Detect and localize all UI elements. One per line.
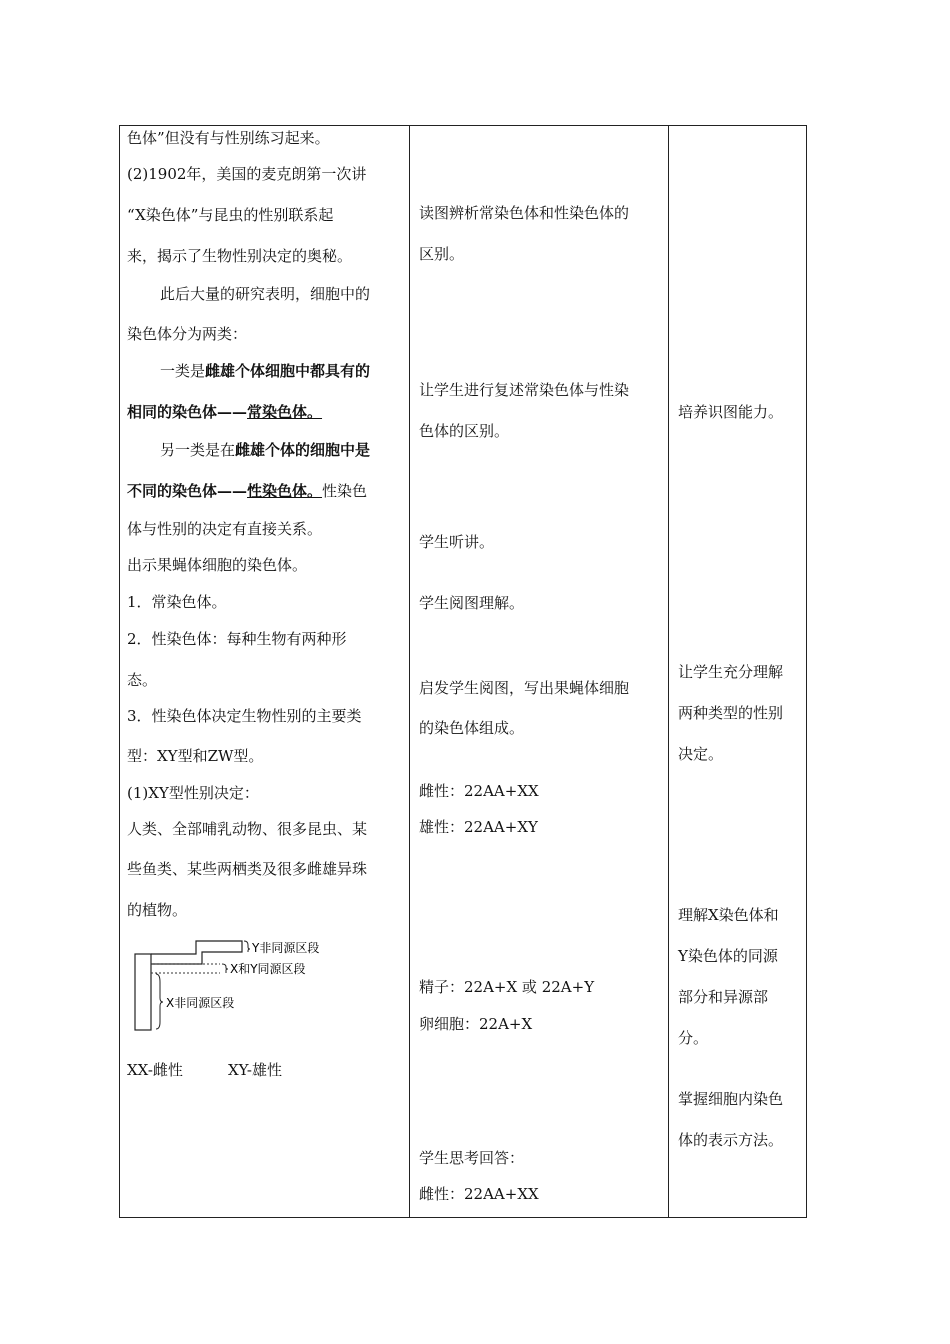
text-line: 区别。: [419, 245, 465, 263]
text-line: 色体的区别。: [419, 422, 510, 440]
text-line: 学生思考回答：: [419, 1149, 525, 1167]
text-line: 理解X染色体和: [678, 906, 779, 924]
label-xy-homologous: X和Y同源区段: [230, 962, 306, 976]
text-line: 染色体分为两类：: [127, 325, 248, 343]
text-line: 雄性：22AA+XY: [419, 818, 538, 836]
column-divider: [409, 126, 410, 1217]
text-line: 分。: [678, 1029, 709, 1047]
text-line: 型：XY型和ZW型。: [127, 747, 264, 765]
text-line: 些鱼类、某些两栖类及很多雌雄异珠: [127, 860, 368, 878]
text-line: 不同的染色体——性染色体。性染色: [127, 482, 368, 500]
lesson-table: [119, 125, 807, 1218]
brace-y-segment: [244, 941, 250, 952]
text-line: 一类是雌雄个体细胞中都具有的: [160, 362, 371, 380]
text-line: 卵细胞：22A+X: [419, 1015, 533, 1033]
text-line: 1．常染色体。: [127, 593, 227, 611]
text-line: 两种类型的性别: [678, 704, 784, 722]
column-divider: [668, 126, 669, 1217]
text-line: 学生阅图理解。: [419, 594, 525, 612]
label-y-nonhomologous: Y非同源区段: [252, 941, 320, 955]
text-line: 读图辨析常染色体和性染色体的: [419, 204, 630, 222]
text-line: 让学生进行复述常染色体与性染: [419, 381, 630, 399]
brace-xy-segment: [222, 964, 228, 973]
text-line: 出示果蝇体细胞的染色体。: [127, 556, 308, 574]
text-line: 决定。: [678, 745, 724, 763]
text-line: 精子：22A+X 或 22A+Y: [419, 978, 595, 996]
text-line: 体的表示方法。: [678, 1131, 784, 1149]
text-line: 体与性别的决定有直接关系。: [127, 520, 323, 538]
text-line: 3．性染色体决定生物性别的主要类: [127, 707, 362, 725]
text-xy-male: XY-雄性: [228, 1061, 283, 1079]
xy-chromosome-diagram: [132, 934, 347, 1034]
brace-x-segment: [156, 974, 163, 1029]
text-line: 另一类是在雌雄个体的细胞中是: [160, 441, 371, 459]
text-line: 此后大量的研究表明，细胞中的: [160, 285, 371, 303]
text-line: 让学生充分理解: [678, 663, 784, 681]
text-line: Y染色体的同源: [678, 947, 778, 965]
text-line: 态。: [127, 671, 158, 689]
label-x-nonhomologous: X非同源区段: [166, 996, 235, 1010]
text-line: 人类、全部哺乳动物、很多昆虫、某: [127, 820, 368, 838]
text-line: 培养识图能力。: [678, 403, 784, 421]
text-line: 学生听讲。: [419, 533, 495, 551]
text-line: 雌性：22AA+XX: [419, 1185, 539, 1203]
text-line: 的植物。: [127, 901, 188, 919]
text-line: 部分和异源部: [678, 988, 769, 1006]
text-line: (1)XY型性别决定：: [127, 784, 259, 802]
term-sex-chromosome: 性染色体。: [247, 482, 323, 500]
text-xx-female: XX-雌性: [127, 1061, 183, 1079]
y-chromosome-shape: [151, 941, 242, 964]
x-chromosome-shape: [135, 954, 151, 1030]
text-line: 相同的染色体——常染色体。: [127, 403, 323, 421]
term-autosome: 常染色体。: [247, 403, 323, 421]
text-line: 掌握细胞内染色: [678, 1090, 784, 1108]
text-line: 来，揭示了生物性别决定的奥秘。: [127, 247, 353, 265]
text-line: 的染色体组成。: [419, 719, 525, 737]
text-line: 2．性染色体：每种生物有两种形: [127, 630, 347, 648]
text-line: “X染色体”与昆虫的性别联系起: [127, 206, 334, 224]
text-line: (2)1902年，美国的麦克朗第一次讲: [127, 165, 367, 183]
text-line: 雌性：22AA+XX: [419, 782, 539, 800]
text-line: 色体”但没有与性别练习起来。: [127, 129, 330, 147]
text-line: 启发学生阅图，写出果蝇体细胞: [419, 679, 630, 697]
